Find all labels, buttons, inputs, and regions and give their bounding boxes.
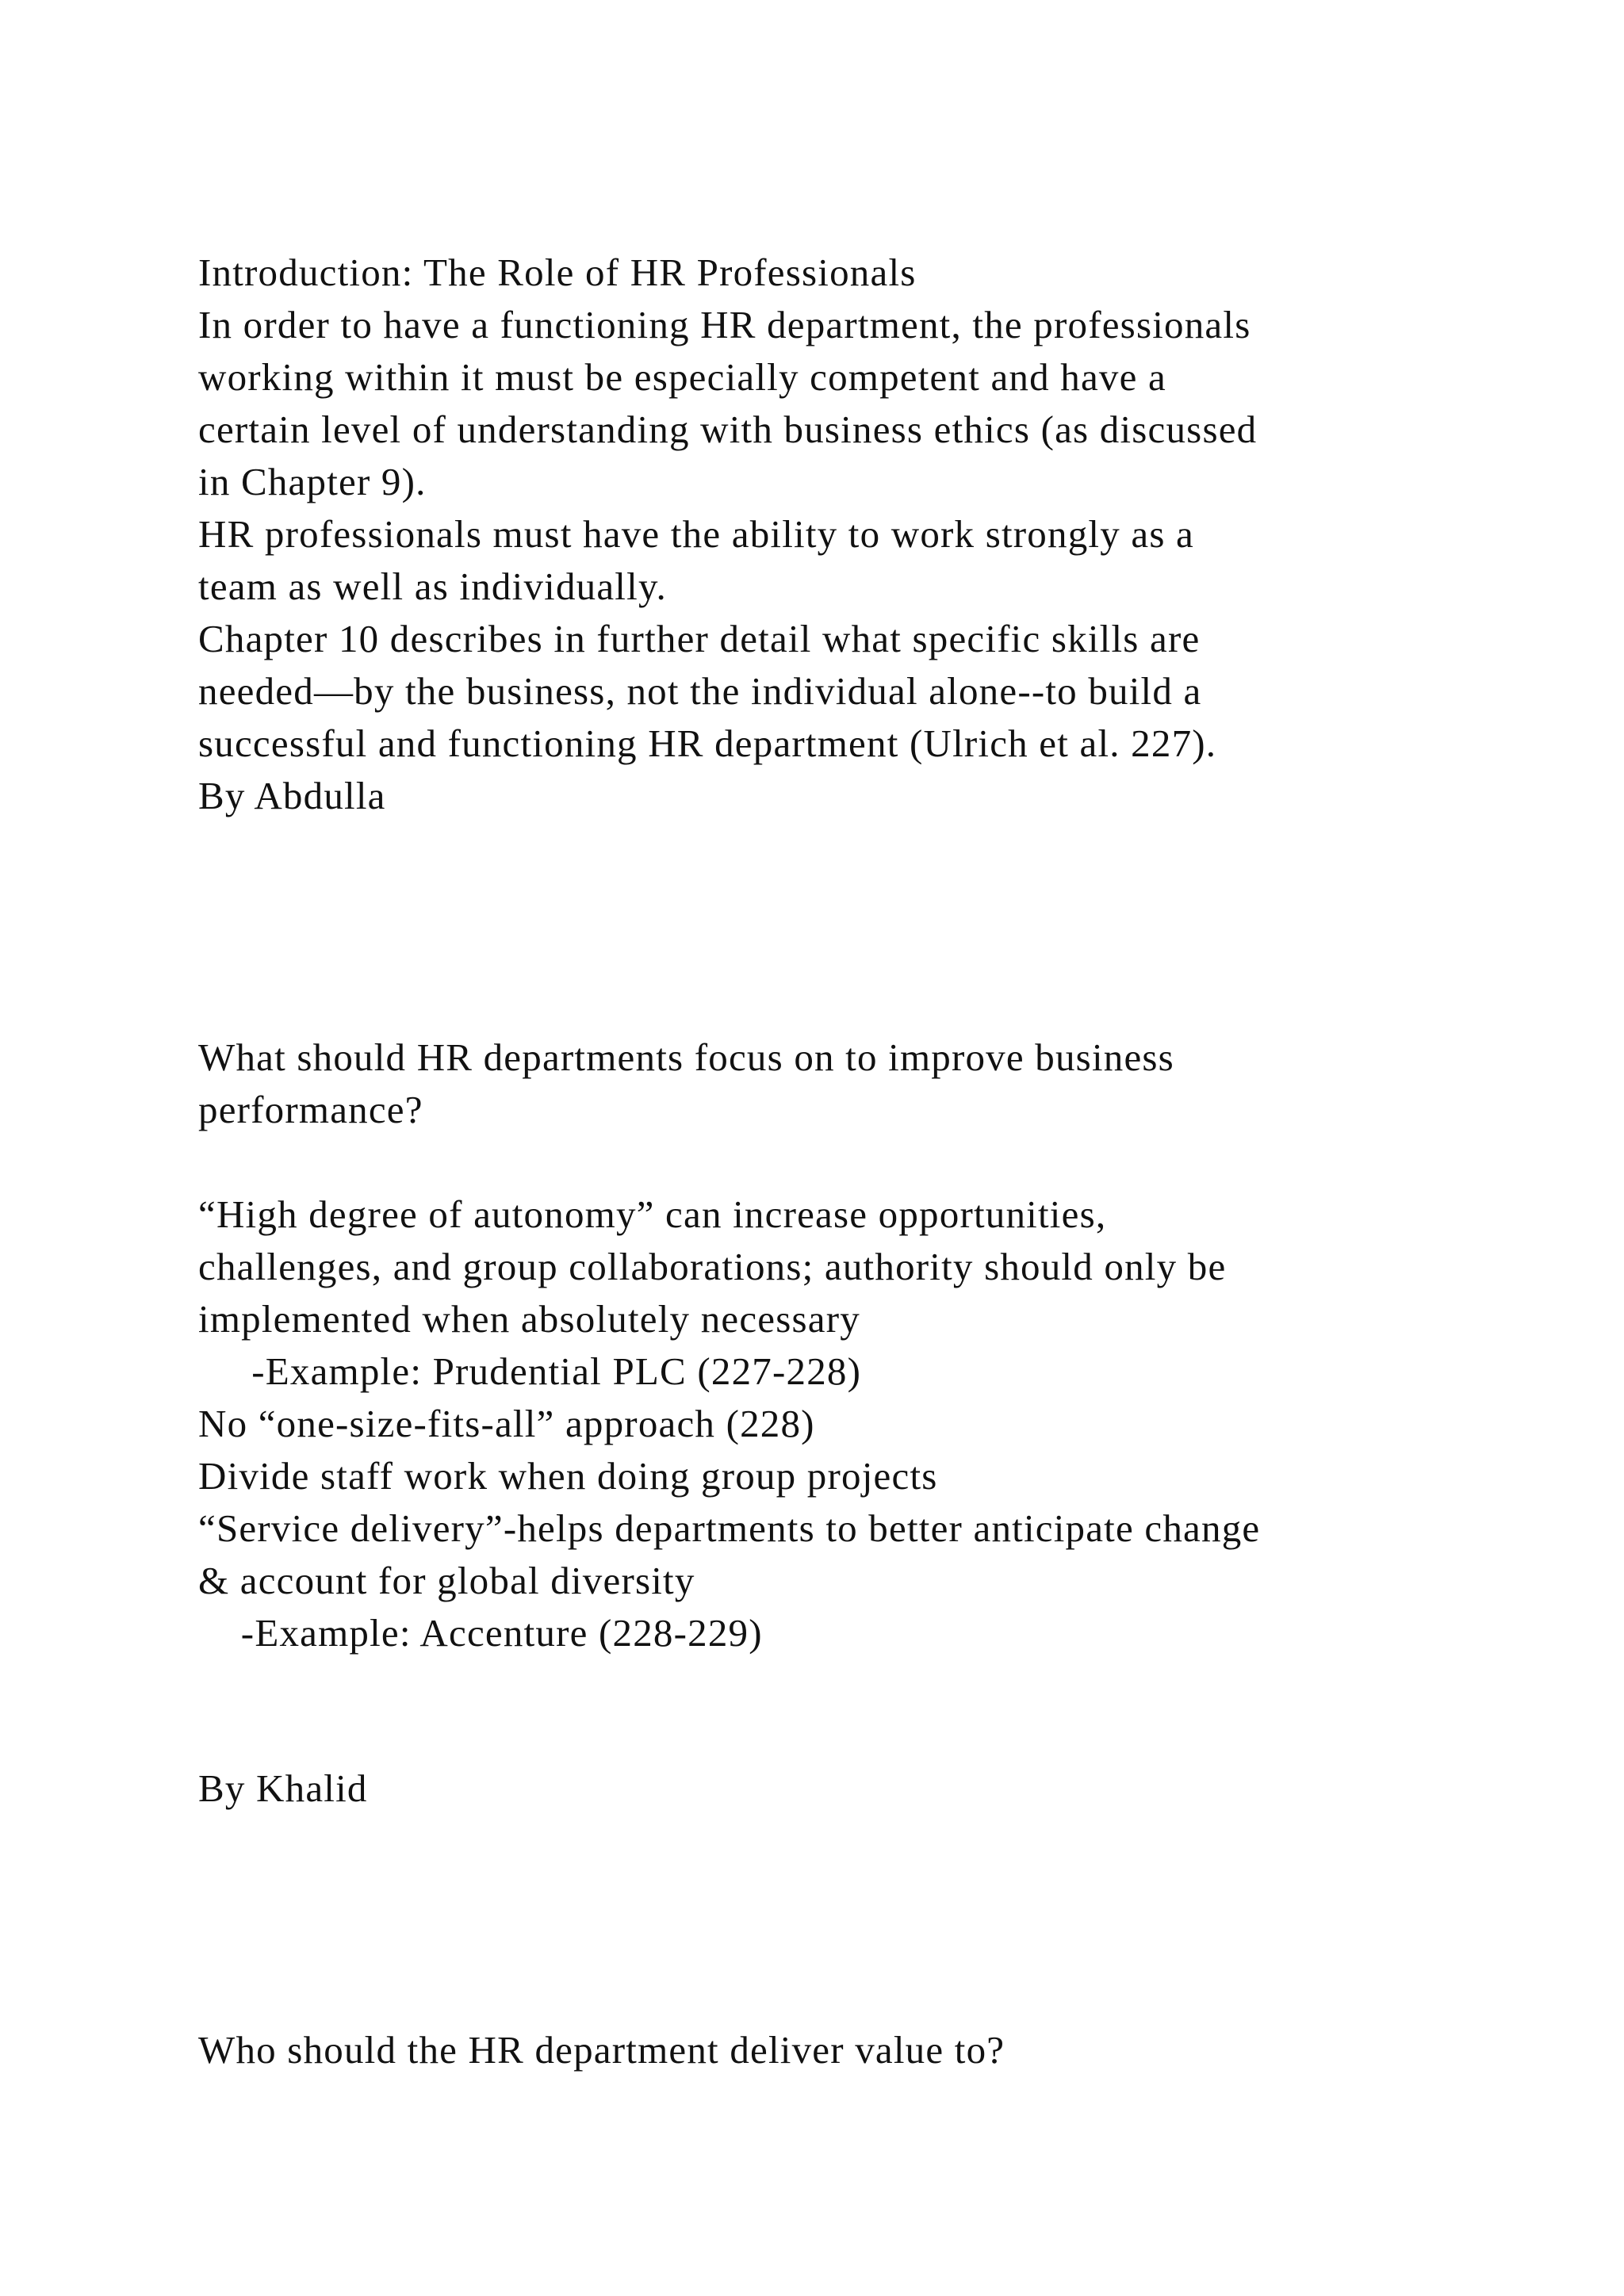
blank-line bbox=[198, 1136, 1530, 1188]
text-line: “High degree of autonomy” can increase opportunities, bbox=[198, 1192, 1107, 1236]
text-line: performance? bbox=[198, 1088, 423, 1131]
text-line: successful and functioning HR department (Ulrich et al. 227). bbox=[198, 721, 1217, 765]
section-heading: Introduction: The Role of HR Professionals bbox=[198, 251, 917, 294]
author-line: By Abdulla bbox=[198, 774, 386, 817]
text-line: In order to have a functioning HR department, the professionals bbox=[198, 303, 1251, 346]
example-line: -Example: Prudential PLC (227-228) bbox=[198, 1349, 862, 1393]
text-line: Divide staff work when doing group projects bbox=[198, 1454, 938, 1498]
text-line: challenges, and group collaborations; authority should only be bbox=[198, 1245, 1227, 1288]
text-line: implemented when absolutely necessary bbox=[198, 1297, 860, 1341]
text-line: No “one-size-fits-all” approach (228) bbox=[198, 1402, 815, 1445]
text-line: & account for global diversity bbox=[198, 1559, 695, 1602]
text-line: certain level of understanding with business ethics (as discussed bbox=[198, 408, 1258, 451]
section-heading: Who should the HR department deliver value to? bbox=[198, 2028, 1005, 2072]
section-heading: What should HR departments focus on to improve business bbox=[198, 1035, 1174, 1079]
text-line: HR professionals must have the ability to work strongly as a bbox=[198, 512, 1194, 556]
section-author-khalid bbox=[198, 1762, 1530, 1815]
text-line: needed—by the business, not the individual alone--to build a bbox=[198, 669, 1202, 713]
section-intro bbox=[198, 247, 1530, 822]
section-deliver-value bbox=[198, 2024, 1530, 2076]
author-line: By Khalid bbox=[198, 1766, 368, 1810]
text-line: in Chapter 9). bbox=[198, 460, 427, 503]
text-line: “Service delivery”-helps departments to better anticipate change bbox=[198, 1506, 1261, 1550]
example-line: -Example: Accenture (228-229) bbox=[198, 1611, 763, 1655]
text-line: team as well as individually. bbox=[198, 564, 667, 608]
text-line: Chapter 10 describes in further detail what specific skills are bbox=[198, 617, 1201, 660]
text-line: working within it must be especially competent and have a bbox=[198, 355, 1166, 399]
section-business-performance bbox=[198, 1031, 1530, 1659]
